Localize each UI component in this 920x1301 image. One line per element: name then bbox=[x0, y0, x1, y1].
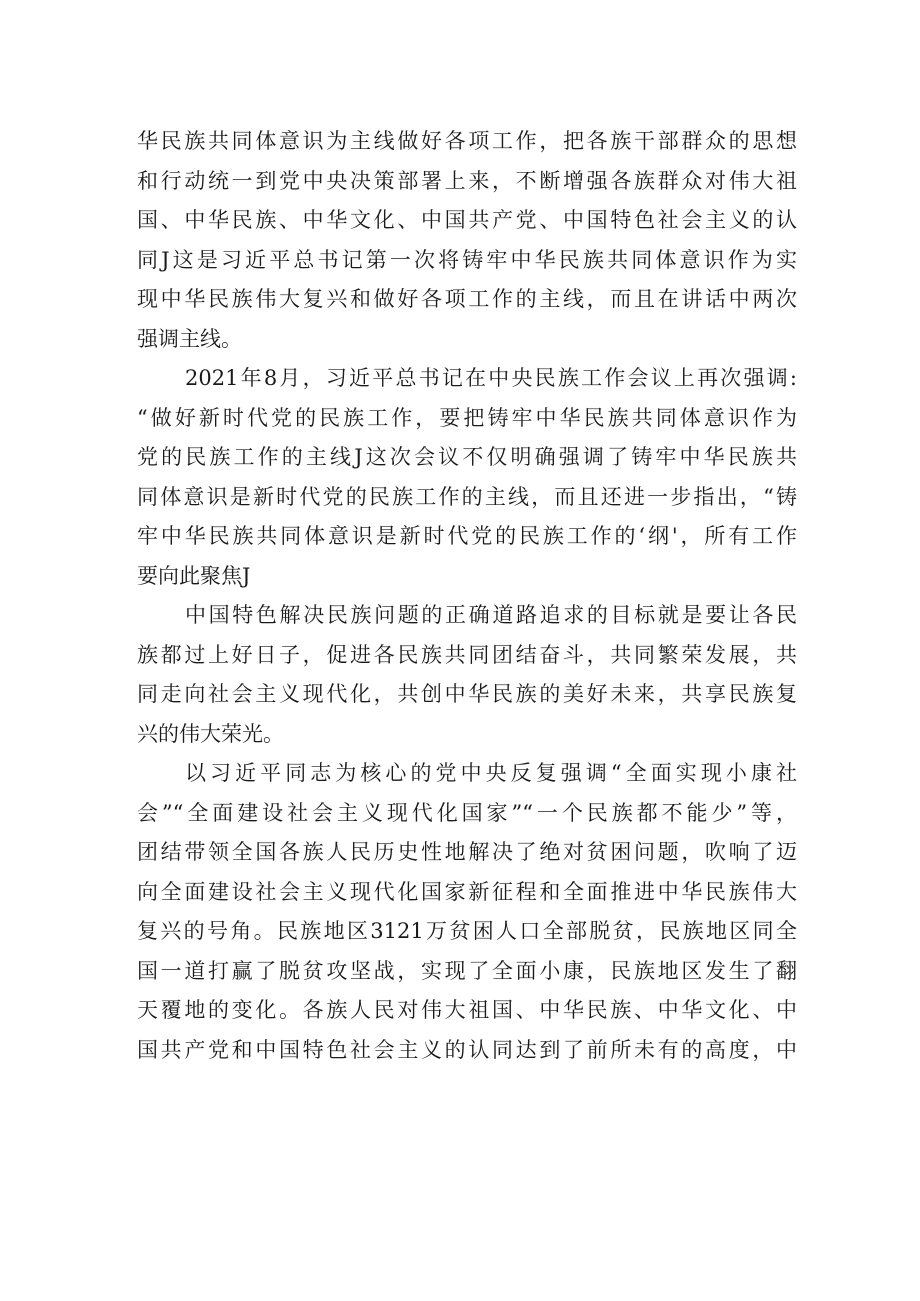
text-line: 兴的伟大荣光。 bbox=[137, 721, 284, 746]
text-line: 以习近平同志为核心的党中央反复强调“全面实现小康社 bbox=[185, 761, 797, 785]
text-line: 同走向社会主义现代化，共创中华民族的美好未来，共享民族复 bbox=[137, 682, 797, 706]
paragraph-3 bbox=[137, 596, 797, 754]
text-line: 国一道打赢了脱贫攻坚战，实现了全面小康，民族地区发生了翻 bbox=[137, 958, 797, 983]
paragraph-2 bbox=[137, 359, 797, 596]
text-line: 天覆地的变化。各族人民对伟大祖国、中华民族、中华文化、中 bbox=[137, 998, 797, 1022]
text-line: 党的民族工作的主线J这次会议不仅明确强调了铸牢中华民族共 bbox=[137, 445, 797, 469]
document-page bbox=[137, 122, 797, 1070]
text-line: 国共产党和中国特色社会主义的认同达到了前所未有的高度，中 bbox=[137, 1037, 797, 1062]
text-line: “做好新时代党的民族工作，要把铸牢中华民族共同体意识作为 bbox=[137, 405, 797, 430]
text-line: 要向此聚焦J bbox=[137, 563, 251, 588]
text-line: 向全面建设社会主义现代化国家新征程和全面推进中华民族伟大 bbox=[137, 879, 797, 904]
text-line: 2021年8月，习近平总书记在中央民族工作会议上再次强调: bbox=[185, 366, 797, 390]
text-line: 同体意识是新时代党的民族工作的主线，而且还进一步指出，“铸 bbox=[137, 484, 797, 509]
text-line: 复兴的号角。民族地区3121万贫困人口全部脱贫，民族地区同全 bbox=[137, 919, 797, 943]
text-line: 会”“全面建设社会主义现代化国家”“一个民族都不能少”等， bbox=[137, 800, 797, 825]
text-line: 华民族共同体意识为主线做好各项工作，把各族干部群众的思想 bbox=[137, 129, 797, 153]
paragraph-1 bbox=[137, 122, 797, 359]
text-line: 现中华民族伟大复兴和做好各项工作的主线，而且在讲话中两次 bbox=[137, 287, 797, 311]
text-line: 和行动统一到党中央决策部署上来，不断增强各族群众对伟大祖 bbox=[137, 168, 797, 193]
text-line: 族都过上好日子，促进各民族共同团结奋斗，共同繁荣发展，共 bbox=[137, 642, 797, 667]
text-line: 牢中华民族共同体意识是新时代党的民族工作的‘纲'，所有工作 bbox=[137, 524, 797, 548]
text-line: 强调主线。 bbox=[137, 326, 242, 351]
text-line: 中国特色解决民族问题的正确道路追求的目标就是要让各民 bbox=[185, 603, 797, 627]
text-line: 同J这是习近平总书记第一次将铸牢中华民族共同体意识作为实 bbox=[137, 247, 797, 272]
paragraph-4 bbox=[137, 754, 797, 1070]
text-line: 国、中华民族、中华文化、中国共产党、中国特色社会主义的认 bbox=[137, 208, 797, 232]
text-line: 团结带领全国各族人民历史性地解决了绝对贫困问题，吹响了迈 bbox=[137, 840, 797, 864]
